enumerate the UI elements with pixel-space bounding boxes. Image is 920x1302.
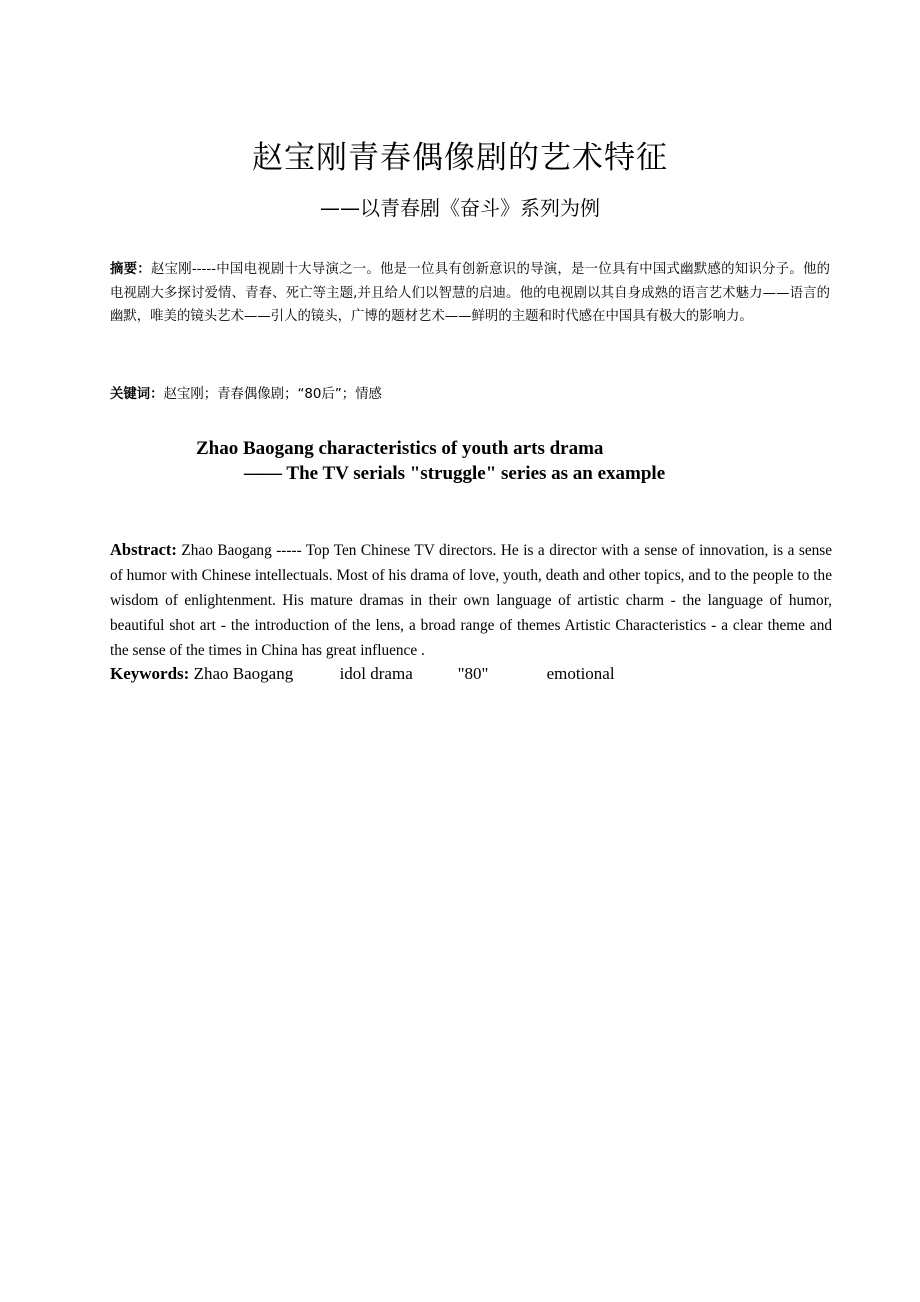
english-keyword: "80" (457, 664, 489, 683)
english-abstract-label: Abstract: (110, 540, 177, 559)
english-keywords (110, 661, 832, 687)
chinese-abstract-text: 赵宝刚-----中国电视剧十大导演之一。他是一位具有创新意识的导演，是一位具有中国式幽默感的知识分子。他的电视剧大多探讨爱情、青春、死亡等主题,并且给人们以智慧的启迪。他的电视剧以其自身成熟的语言艺术魅力——语言的幽默，唯美的镜头艺术——引人的镜头，广博的题材艺术——鲜明的主题和时代感在中国具有极大的影响力。 (110, 262, 831, 325)
english-abstract (110, 537, 832, 663)
english-title: Zhao Baogang characteristics of youth arts drama (196, 438, 604, 459)
english-keyword: Zhao Baogang (193, 664, 294, 683)
english-keyword: idol drama (339, 664, 413, 683)
chinese-abstract-label: 摘要： (110, 262, 151, 277)
chinese-subtitle: ——以青春剧《奋斗》系列为例 (320, 196, 600, 220)
english-abstract-text: Zhao Baogang ----- Top Ten Chinese TV directors. He is a director with a sense of innovation, is a sense of humor with Chinese intellectuals. Most of his drama of love, youth, death and other topics, and to the people to the wisdom of enlightenment. His mature dramas in their own language of artistic charm - the language of humor, beautiful shot art - the introduction of the lens, a broad range of themes Artistic Characteristics - a clear theme and the sense of the times in China has great influence . (110, 542, 832, 659)
chinese-keywords-text: 赵宝刚；青春偶像剧；“80后”；情感 (163, 387, 382, 402)
english-keyword: emotional (546, 664, 615, 683)
chinese-abstract (110, 258, 830, 329)
english-subtitle: —— The TV serials "struggle" series as an example (244, 463, 666, 484)
chinese-title: 赵宝刚青春偶像剧的艺术特征 (252, 140, 668, 176)
english-keywords-label: Keywords: (110, 664, 190, 683)
chinese-keywords-label: 关键词： (110, 387, 164, 402)
chinese-keywords (110, 383, 830, 407)
